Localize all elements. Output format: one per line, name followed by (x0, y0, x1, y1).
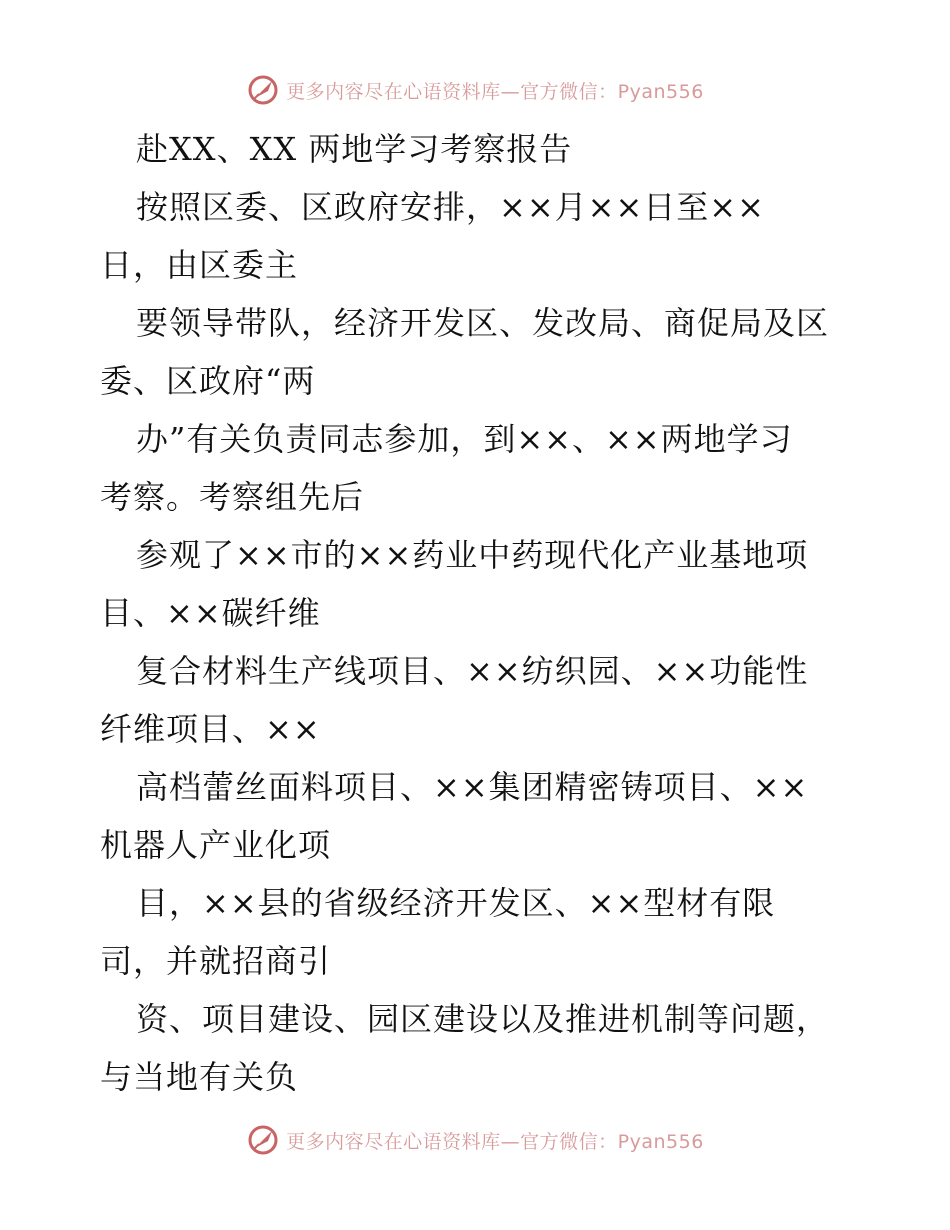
footer-watermark-group (246, 1123, 704, 1157)
paragraph-line: 纤维项目、×× (100, 710, 321, 748)
footer-watermark (0, 1120, 950, 1160)
paragraph-line: 日，由区委主 (100, 246, 299, 284)
paragraph-line: 按照区委、区政府安排，××月××日至×× (136, 188, 765, 226)
paragraph-line: 复合材料生产线项目、××纺织园、××功能性 (136, 652, 809, 690)
paragraph-line: 司，并就招商引 (100, 942, 332, 980)
paragraph-line: 机器人产业化项 (100, 826, 332, 864)
footer-watermark-text: 更多内容尽在心语资料库—官方微信：Pyan556 (286, 1130, 704, 1153)
paragraph-line: 目，××县的省级经济开发区、××型材有限 (136, 884, 776, 922)
paragraph-line: 高档蕾丝面料项目、××集团精密铸项目、×× (136, 768, 809, 806)
document-title: 赴XX、XX 两地学习考察报告 (136, 130, 573, 168)
paragraph-line: 与当地有关负 (100, 1058, 299, 1096)
paragraph-line: 资、项目建设、园区建设以及推进机制等问题， (136, 1000, 830, 1038)
paragraph-line: 委、区政府“两 (100, 362, 316, 400)
paragraph-line: 参观了××市的××药业中药现代化产业基地项 (136, 536, 809, 574)
header-watermark-group (246, 73, 704, 107)
paragraph-line: 考察。考察组先后 (100, 478, 365, 516)
quill-logo-icon (246, 73, 280, 107)
header-watermark-text: 更多内容尽在心语资料库—官方微信：Pyan556 (286, 80, 704, 103)
paragraph-line: 目、××碳纤维 (100, 594, 321, 632)
paragraph-line: 要领导带队，经济开发区、发改局、商促局及区 (136, 304, 830, 342)
paragraph-line: 办”有关负责同志参加，到××、××两地学习 (136, 420, 793, 458)
document-body (100, 120, 860, 1106)
quill-logo-icon (246, 1123, 280, 1157)
header-watermark (0, 70, 950, 110)
